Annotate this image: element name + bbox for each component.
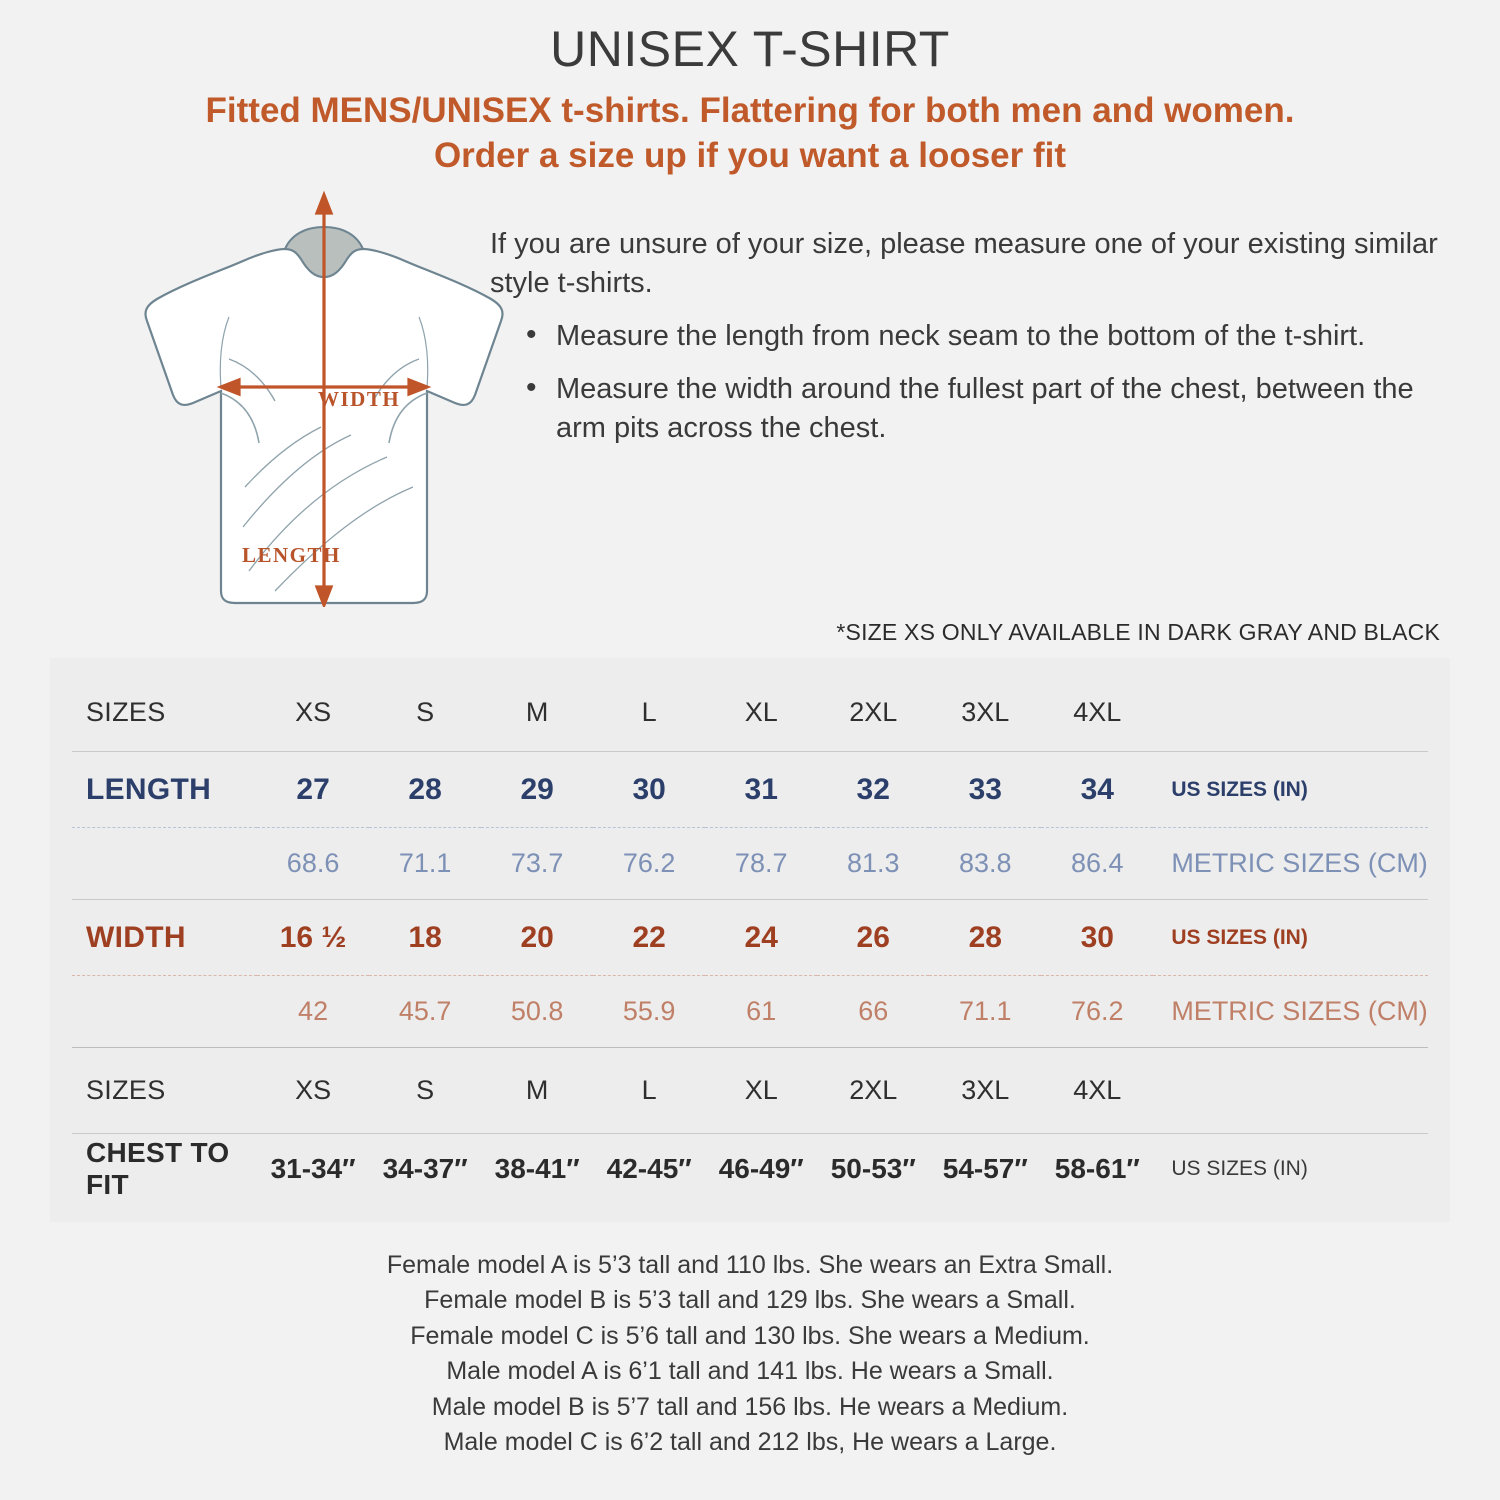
list-item: • Measure the width around the fullest part of the chest, between the arm pits across the chest. — [552, 370, 1450, 448]
size-header-s: S — [416, 696, 435, 727]
length-us-l: 30 — [632, 772, 666, 806]
size2-header-xl: XL — [744, 1075, 778, 1106]
size-table-container — [50, 658, 1450, 1222]
model-line: Female model B is 5’3 tall and 129 lbs. She wears a Small. — [424, 1286, 1076, 1315]
width-us-l: 22 — [632, 920, 666, 954]
chest-l: 42-45″ — [606, 1152, 692, 1184]
size2-header-2xl: 2XL — [849, 1075, 898, 1106]
chest-2xl: 50-53″ — [830, 1152, 916, 1184]
empty-cell — [1153, 1048, 1428, 1134]
size-header-4xl: 4XL — [1073, 696, 1122, 727]
length-us-4xl: 34 — [1080, 772, 1114, 806]
availability-note: *SIZE XS ONLY AVAILABLE IN DARK GRAY AND BLACK — [836, 618, 1440, 645]
size2-header-3xl: 3XL — [961, 1075, 1010, 1106]
size-header-2xl: 2XL — [849, 696, 898, 727]
width-metric-unit: METRIC SIZES (CM) — [1171, 996, 1428, 1027]
size-header-3xl: 3XL — [961, 696, 1010, 727]
width-us-xs: 16 ½ — [279, 920, 347, 954]
length-metric-row-label — [72, 828, 257, 900]
length-cm-xl: 78.7 — [734, 848, 788, 879]
size2-header-l: L — [641, 1075, 657, 1106]
table-row-length-metric — [72, 828, 1428, 900]
chest-row-label: CHEST TO FIT — [86, 1136, 230, 1200]
chest-m: 38-41″ — [494, 1152, 580, 1184]
chest-3xl: 54-57″ — [942, 1152, 1028, 1184]
width-cm-2xl: 66 — [858, 996, 889, 1027]
chest-unit: US SIZES (IN) — [1171, 1156, 1308, 1180]
chest-xl: 46-49″ — [718, 1152, 804, 1184]
sizes-label-2: SIZES — [86, 1075, 166, 1106]
length-cm-2xl: 81.3 — [846, 848, 900, 879]
width-row-label: WIDTH — [86, 920, 186, 954]
page-title: UNISEX T-SHIRT — [550, 21, 950, 77]
length-row-label: LENGTH — [86, 772, 212, 806]
model-line: Male model B is 5’7 tall and 156 lbs. He wears a Medium. — [431, 1392, 1069, 1421]
length-cm-s: 71.1 — [398, 848, 452, 879]
length-cm-m: 73.7 — [510, 848, 564, 879]
size-header-m: M — [525, 696, 549, 727]
subtitle-line-2: Order a size up if you want a looser fit — [433, 135, 1067, 175]
table-row-chest-to-fit — [72, 1134, 1428, 1204]
size-header-xs: XS — [295, 696, 332, 727]
size-header-xl: XL — [744, 696, 778, 727]
width-us-3xl: 28 — [968, 920, 1002, 954]
instructions-lead: If you are unsure of your size, please measure one of your existing similar style t-shirts. — [490, 227, 1438, 299]
length-cm-xs: 68.6 — [286, 848, 340, 879]
size-header-l: L — [641, 696, 657, 727]
length-cm-l: 76.2 — [622, 848, 676, 879]
width-cm-s: 45.7 — [398, 996, 452, 1027]
table-row-width-metric — [72, 976, 1428, 1048]
length-cm-4xl: 86.4 — [1071, 848, 1124, 879]
width-cm-xl: 61 — [746, 996, 777, 1027]
width-us-m: 20 — [520, 920, 554, 954]
length-us-s: 28 — [408, 772, 442, 806]
length-us-unit: US SIZES (IN) — [1171, 777, 1308, 801]
width-us-s: 18 — [408, 920, 442, 954]
size2-header-xs: XS — [295, 1075, 332, 1106]
length-us-xl: 31 — [744, 772, 778, 806]
size2-header-m: M — [525, 1075, 549, 1106]
size2-header-s: S — [416, 1075, 435, 1106]
table-row-sizes-header-2 — [72, 1048, 1428, 1134]
length-us-m: 29 — [520, 772, 554, 806]
model-line: Male model A is 6’1 tall and 141 lbs. He wears a Small. — [446, 1357, 1054, 1386]
length-cm-3xl: 83.8 — [958, 848, 1012, 879]
table-row-length-us — [72, 752, 1428, 828]
model-info-footer — [50, 1248, 1450, 1461]
width-us-xl: 24 — [744, 920, 778, 954]
chest-4xl: 58-61″ — [1054, 1152, 1140, 1184]
instructions-block — [480, 195, 1450, 615]
width-us-unit: US SIZES (IN) — [1171, 925, 1308, 949]
table-row-width-us — [72, 900, 1428, 976]
length-us-2xl: 32 — [856, 772, 890, 806]
list-item: • Measure the length from neck seam to the bottom of the t-shirt. — [552, 317, 1450, 356]
tshirt-diagram — [50, 195, 480, 615]
sizes-label: SIZES — [86, 696, 166, 727]
instructions-bullet-list — [490, 317, 1450, 448]
empty-cell — [1153, 674, 1428, 752]
width-us-2xl: 26 — [856, 920, 890, 954]
model-line: Female model A is 5’3 tall and 110 lbs. She wears an Extra Small. — [386, 1250, 1114, 1279]
chest-s: 34-37″ — [382, 1152, 468, 1184]
width-us-4xl: 30 — [1080, 920, 1114, 954]
width-cm-xs: 42 — [298, 996, 329, 1027]
length-us-xs: 27 — [296, 772, 330, 806]
size-table — [72, 674, 1428, 1204]
width-cm-m: 50.8 — [510, 996, 564, 1027]
subtitle-line-1: Fitted MENS/UNISEX t-shirts. Flattering for both men and women. — [205, 91, 1295, 130]
width-cm-l: 55.9 — [622, 996, 676, 1027]
model-line: Female model C is 5’6 tall and 130 lbs. She wears a Medium. — [410, 1321, 1090, 1350]
chest-xs: 31-34″ — [270, 1152, 356, 1184]
model-line: Male model C is 6’2 tall and 212 lbs, He wears a Large. — [443, 1428, 1057, 1457]
table-row-sizes-header — [72, 674, 1428, 752]
diagram-and-instructions — [50, 195, 1450, 615]
page-subtitle — [50, 89, 1450, 179]
length-arrow-label: LENGTH — [242, 542, 341, 567]
length-metric-unit: METRIC SIZES (CM) — [1171, 848, 1428, 879]
width-cm-3xl: 71.1 — [958, 996, 1012, 1027]
width-cm-4xl: 76.2 — [1071, 996, 1124, 1027]
width-arrow-label: WIDTH — [318, 386, 401, 411]
size2-header-4xl: 4XL — [1073, 1075, 1122, 1106]
width-metric-row-label — [72, 976, 257, 1048]
length-us-3xl: 33 — [968, 772, 1002, 806]
